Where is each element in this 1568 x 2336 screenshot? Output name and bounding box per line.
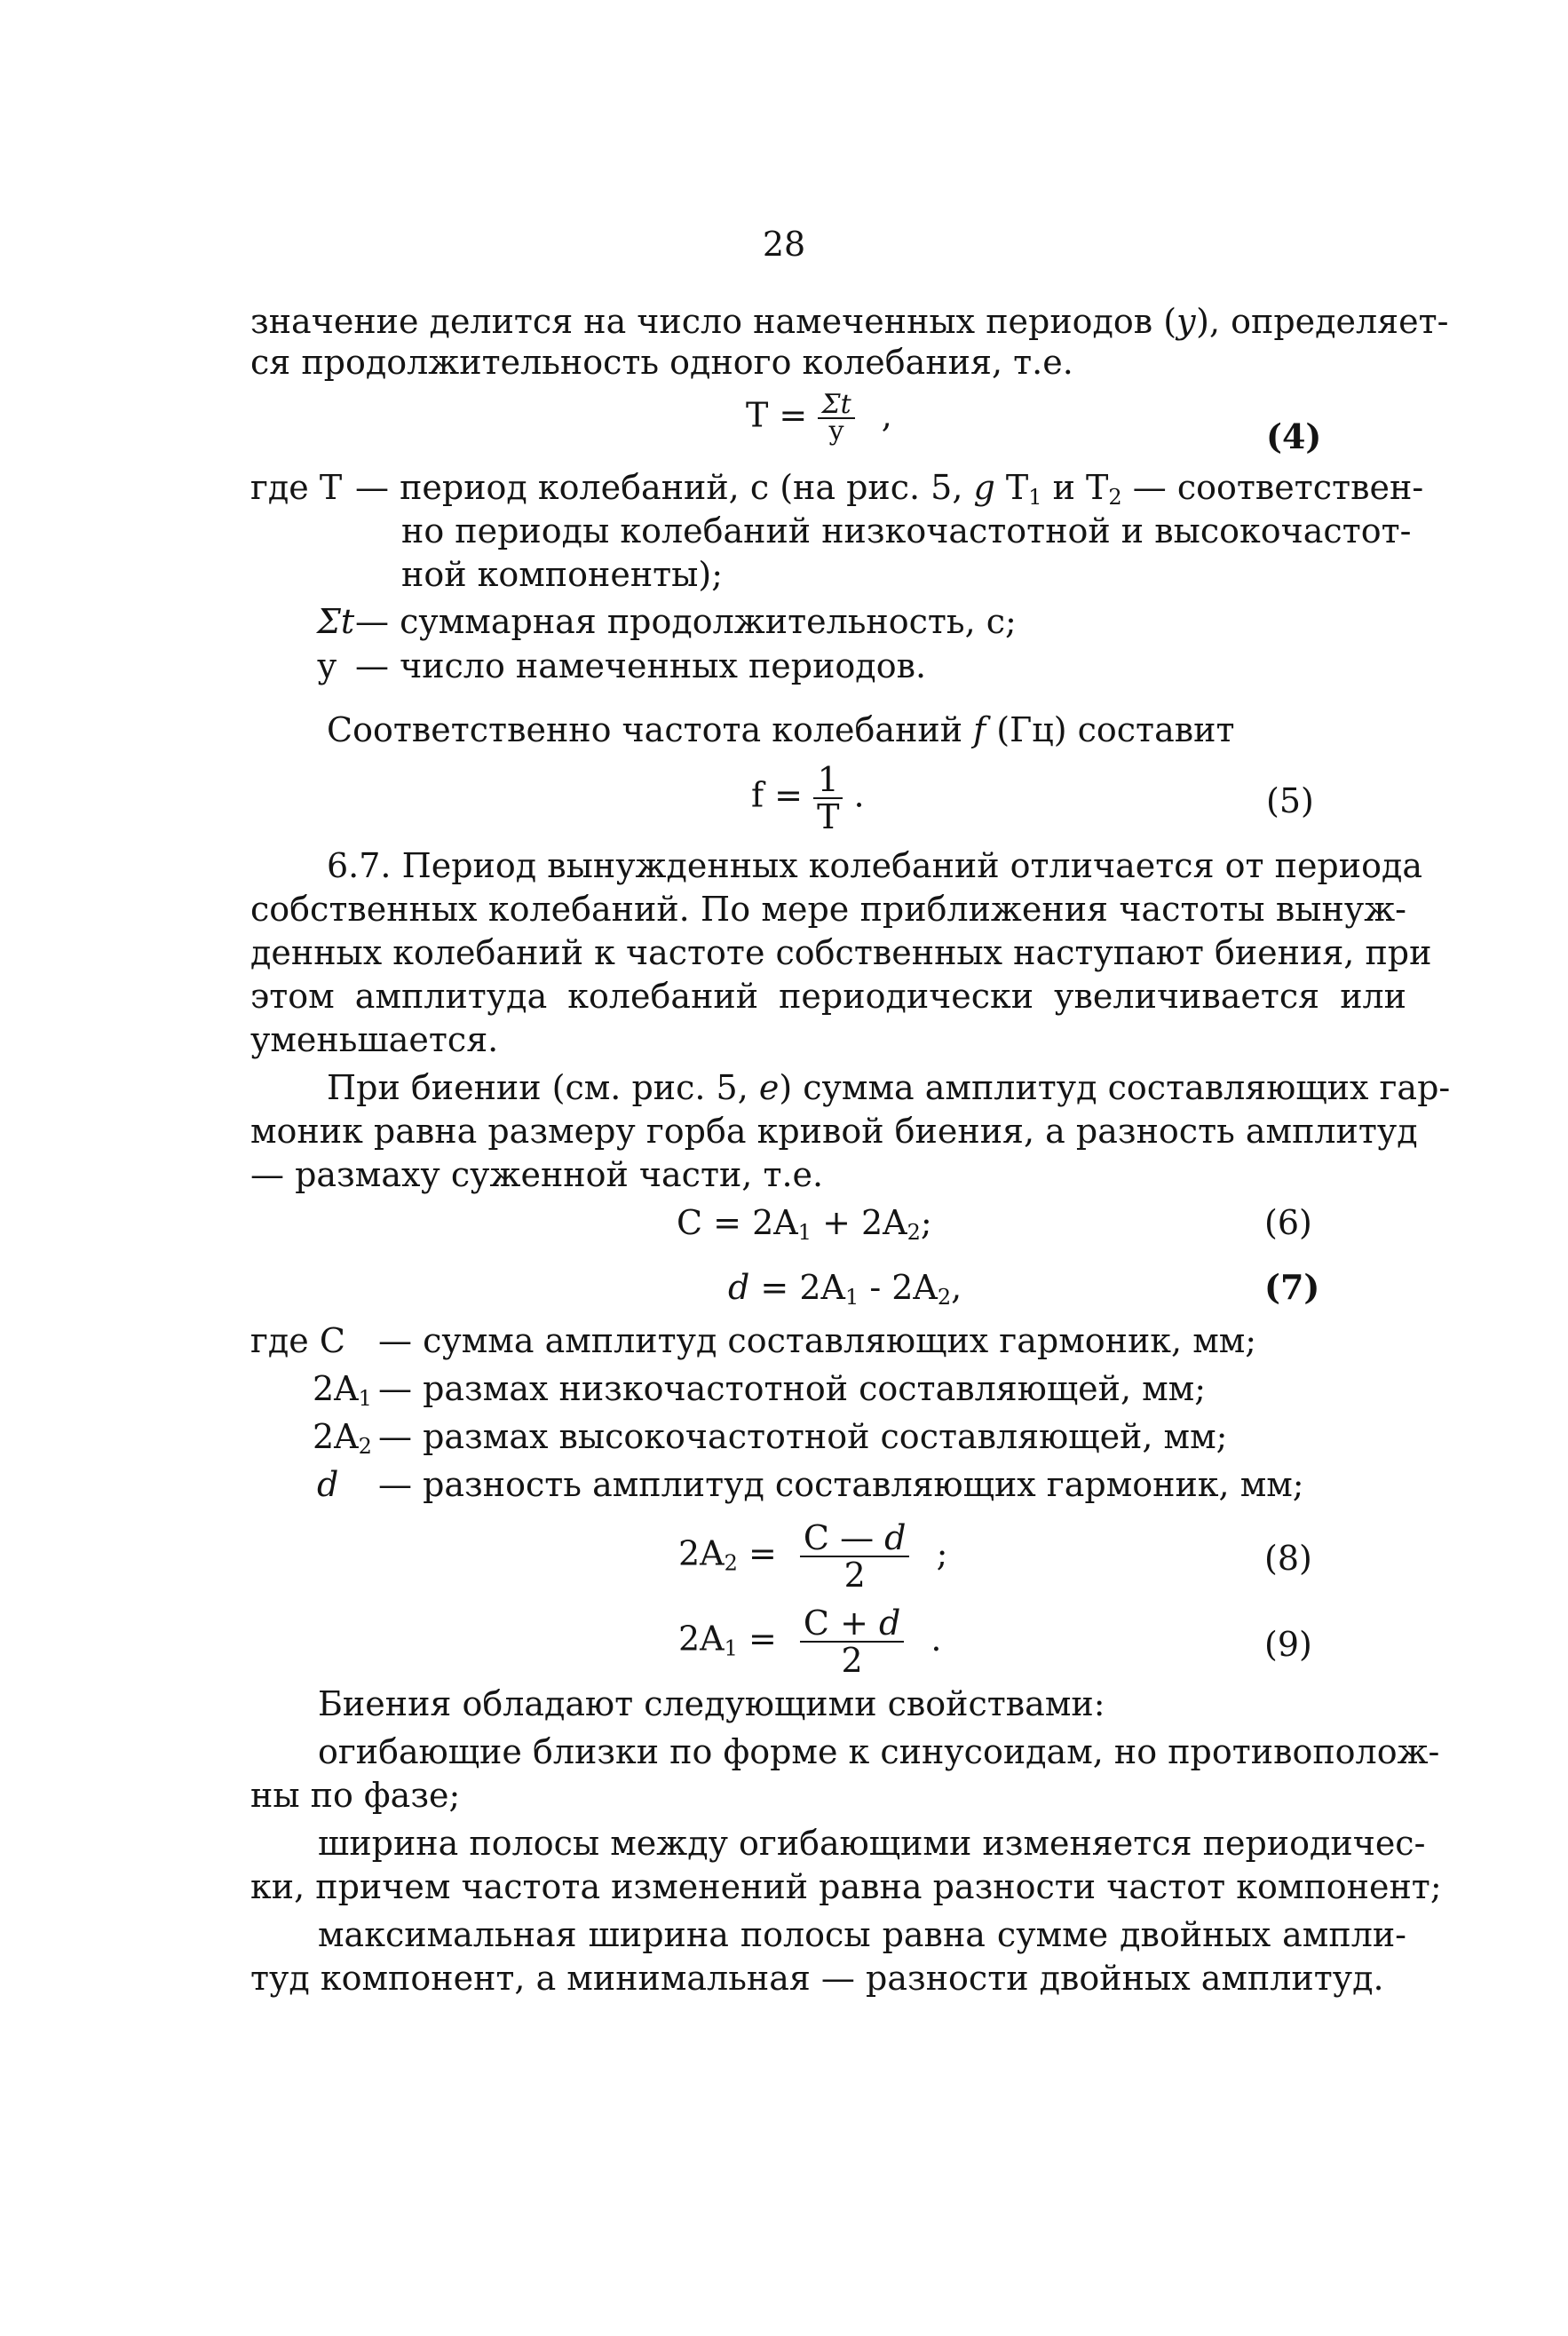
para67-line2: собственных колебаний. По мере приближения частоты вынуж-	[250, 890, 1406, 929]
equation-5-number: (5)	[1266, 781, 1314, 820]
beat-line1	[327, 1068, 1451, 1107]
sub-1: 1	[1028, 485, 1042, 510]
where1-y-text: — число намеченных периодов.	[355, 646, 927, 685]
eq9-lhs-sub: 1	[724, 1635, 738, 1661]
where1-text-c: и T	[1041, 468, 1109, 507]
eq9-denominator: 2	[841, 1641, 863, 1680]
var-f: f	[973, 710, 986, 749]
eq7-sub2: 2	[937, 1285, 952, 1310]
props-p2-line1: ширина полосы между огибающими изменяется периодичес-	[318, 1824, 1426, 1863]
eq8-tail: ;	[936, 1533, 948, 1573]
where2-lead-2A1	[313, 1369, 372, 1411]
where2-var-d: d	[317, 1465, 339, 1504]
equation-9	[678, 1605, 942, 1678]
eq4-comma: ,	[881, 395, 892, 435]
equation-8-number: (8)	[1264, 1539, 1312, 1578]
page-number: 28	[762, 225, 806, 264]
props-p1-line1: огибающие близки по форме к синусоидам, но противополож-	[318, 1732, 1440, 1771]
eq6-text-c: ;	[920, 1203, 932, 1242]
eq8-lhs-b: =	[737, 1533, 777, 1573]
beat-text-a: При биении (см. рис. 5,	[327, 1068, 759, 1107]
freq-text-b: (Гц) составит	[986, 710, 1235, 749]
var-e: е	[758, 1068, 780, 1107]
eq4-denominator: у	[828, 416, 844, 447]
eq9-numerator	[800, 1605, 904, 1643]
para1-line1	[250, 302, 1449, 341]
where2-2A1-text: 2A	[313, 1369, 359, 1408]
props-intro: Биения обладают следующими свойствами:	[318, 1684, 1105, 1723]
frequency-line	[327, 710, 1234, 749]
where2-lead-2A2	[313, 1417, 372, 1459]
eq9-fraction	[800, 1605, 904, 1678]
para67-line5: уменьшается.	[250, 1020, 499, 1059]
eq7-text-c: ,	[951, 1268, 962, 1307]
var-sum-t: Σt	[317, 602, 355, 641]
eq8-numerator	[800, 1520, 910, 1557]
beat-text-b: ) сумма амплитуд составляющих гар-	[779, 1068, 1451, 1107]
equation-7	[728, 1268, 962, 1310]
beat-line2: моник равна размеру горба кривой биения, а разность амплитуд	[250, 1112, 1418, 1151]
equation-4	[746, 389, 892, 447]
eq4-num-text: Σt	[821, 389, 851, 420]
where1-sum-text: — суммарная продолжительность, с;	[355, 602, 1017, 641]
eq5-numerator: 1	[813, 762, 843, 799]
var-g: g	[973, 468, 995, 507]
para67-line4: этом амплитуда колебаний периодически увеличивается или	[250, 977, 1406, 1016]
eq5-lhs: f =	[751, 775, 803, 815]
para1-line2: ся продолжительность одного колебания, т.е.	[250, 343, 1073, 382]
where1-text-a: — период колебаний, с (на рис. 5,	[355, 468, 974, 507]
equation-9-number: (9)	[1264, 1625, 1312, 1664]
eq5-denominator: T	[817, 797, 840, 836]
eq8-num-d: d	[884, 1518, 907, 1557]
where2-2A1-sub: 1	[358, 1386, 372, 1411]
eq8-lhs-a: 2A	[678, 1533, 725, 1573]
eq7-sub1: 1	[844, 1285, 859, 1310]
eq9-num-d: d	[879, 1604, 901, 1643]
where1-line2: но периоды колебаний низкочастотной и высокочастот-	[401, 511, 1412, 550]
eq4-fraction	[818, 389, 854, 447]
eq6-sub1: 1	[797, 1220, 812, 1245]
eq9-num-a: C +	[803, 1604, 879, 1643]
where2-C-text: — сумма амплитуд составляющих гармоник, мм;	[378, 1321, 1257, 1360]
eq6-text-a: C = 2A	[677, 1203, 798, 1242]
eq5-fraction	[813, 762, 843, 835]
beat-line3: — размаху суженной части, т.е.	[250, 1155, 824, 1194]
where1-lead-T: где T	[250, 468, 343, 507]
props-p3-line2: туд компонент, а минимальная — разности двойных амплитуд.	[250, 1959, 1384, 1998]
eq7-text-b: - 2A	[859, 1268, 938, 1307]
where2-lead-d	[317, 1465, 338, 1504]
eq6-text-b: + 2A	[811, 1203, 907, 1242]
eq7-text-a: = 2A	[749, 1268, 845, 1307]
where1-line3: ной компоненты);	[401, 555, 724, 594]
equation-5	[751, 762, 865, 835]
where1-lead-sum	[317, 602, 354, 641]
props-p2-line2: ки, причем частота изменений равна разности частот компонент;	[250, 1867, 1442, 1906]
equation-4-number: (4)	[1266, 416, 1322, 456]
eq9-tail: .	[931, 1619, 942, 1659]
eq8-denominator: 2	[843, 1556, 866, 1595]
eq7-var-d: d	[728, 1268, 750, 1307]
eq4-lhs: T =	[746, 395, 808, 435]
where2-lead-C: где C	[250, 1321, 345, 1360]
eq9-lhs-a: 2A	[678, 1619, 725, 1659]
where2-d-desc: — разность амплитуд составляющих гармоник, мм;	[378, 1465, 1304, 1504]
var-y: у	[1176, 302, 1197, 341]
where2-2A2-sub: 2	[358, 1434, 372, 1459]
where2-2A2-desc: — размах высокочастотной составляющей, мм;	[378, 1417, 1228, 1456]
eq8-fraction	[800, 1520, 910, 1593]
para67-line1: 6.7. Период вынужденных колебаний отличается от периода	[327, 846, 1423, 885]
eq5-dot: .	[853, 775, 865, 815]
props-p1-line2: ны по фазе;	[250, 1776, 461, 1815]
equation-7-number: (7)	[1264, 1267, 1320, 1307]
eq6-sub2: 2	[907, 1220, 921, 1245]
where2-2A2-text: 2A	[313, 1417, 359, 1456]
sub-2: 2	[1108, 485, 1122, 510]
para1-text-a: значение делится на число намеченных периодов (	[250, 302, 1177, 341]
freq-text-a: Соответственно частота колебаний	[327, 710, 974, 749]
eq9-lhs-b: =	[737, 1619, 777, 1659]
para1-text-b: ), определяет-	[1196, 302, 1449, 341]
where1-lead-y: у	[317, 646, 337, 685]
where1-text-d: — соответствен-	[1121, 468, 1424, 507]
props-p3-line1: максимальная ширина полосы равна сумме двойных ампли-	[318, 1915, 1406, 1954]
eq8-lhs-sub: 2	[724, 1550, 738, 1576]
where2-2A1-desc: — размах низкочастотной составляющей, мм;	[378, 1369, 1207, 1408]
equation-6-number: (6)	[1264, 1203, 1312, 1242]
where1-text-b: T	[994, 468, 1029, 507]
equation-6	[677, 1203, 932, 1245]
para67-line3: денных колебаний к частоте собственных наступают биения, при	[250, 933, 1432, 972]
where1-line1	[355, 468, 1424, 510]
equation-8	[678, 1520, 947, 1593]
eq8-num-a: C —	[803, 1518, 885, 1557]
